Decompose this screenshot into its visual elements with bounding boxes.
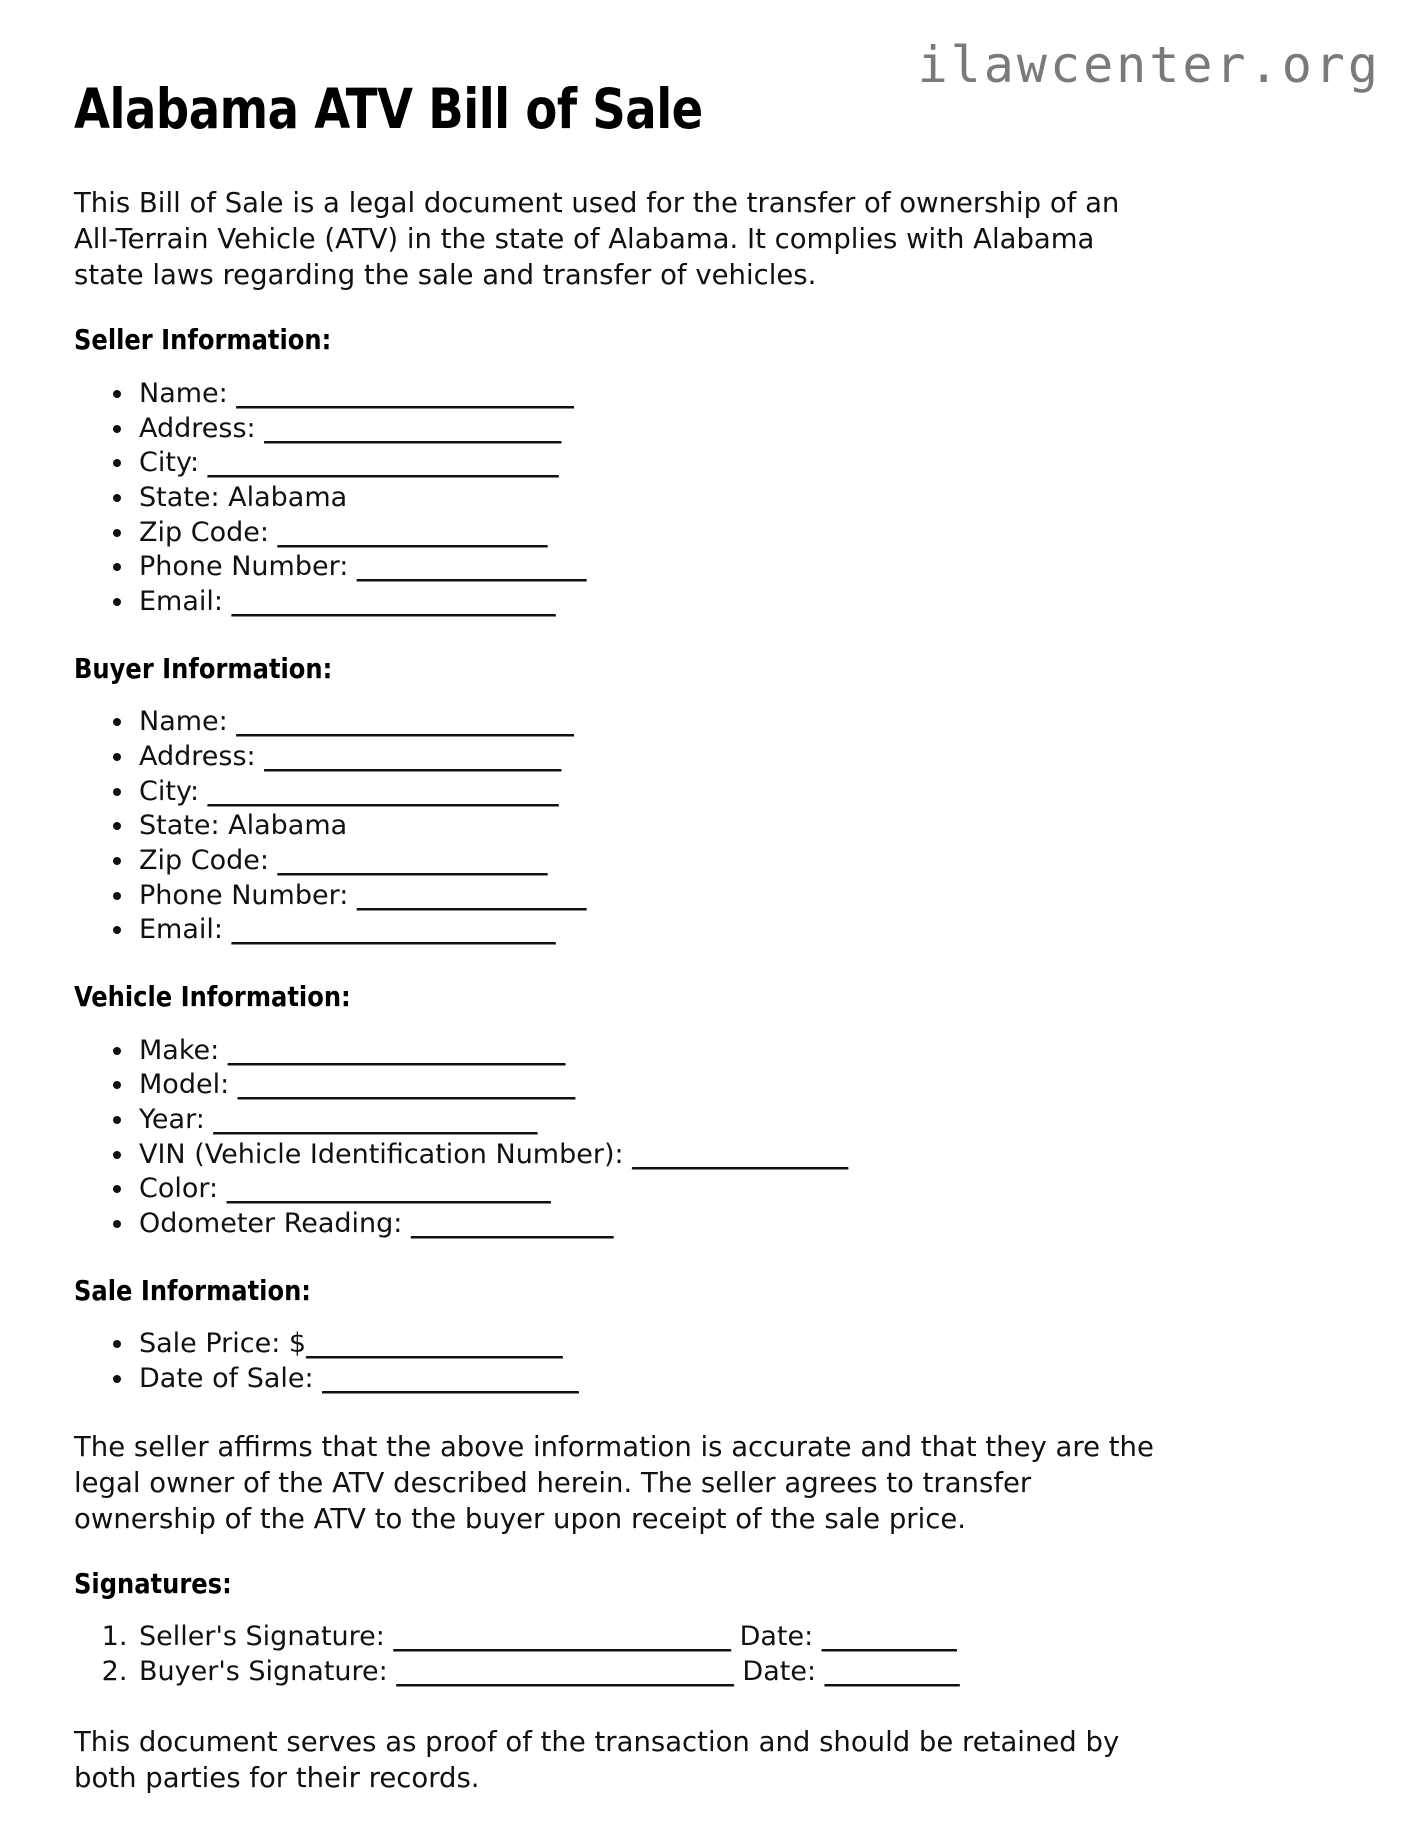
field-label: Sale Price: $ xyxy=(139,1328,307,1360)
list-item xyxy=(136,1138,1346,1173)
list-item xyxy=(136,1207,1346,1242)
field-label: Address: xyxy=(139,740,265,772)
field-blank[interactable]: ____________________ xyxy=(277,516,548,548)
field-label: Zip Code: xyxy=(139,516,278,548)
list-item xyxy=(136,879,1346,914)
list-item xyxy=(136,481,1346,516)
field-blank[interactable]: ________________________ xyxy=(231,914,556,946)
list-item xyxy=(136,1362,1346,1397)
field-label: Date of Sale: xyxy=(139,1363,323,1395)
sale-field-list xyxy=(74,1327,1346,1396)
field-label: Phone Number: xyxy=(139,551,357,583)
field-blank[interactable]: __________________________ xyxy=(207,775,559,807)
seller-information-heading: Seller Information: xyxy=(74,323,332,357)
field-blank[interactable]: _________________________ xyxy=(236,377,574,409)
list-item xyxy=(136,1620,1346,1655)
field-label: Address: xyxy=(139,412,265,444)
field-blank[interactable]: __________________________ xyxy=(207,447,559,479)
list-item xyxy=(136,1103,1346,1138)
field-label: Email: xyxy=(139,914,232,946)
page-title: Alabama ATV Bill of Sale xyxy=(74,77,703,141)
field-label: Model: xyxy=(139,1069,238,1101)
field-label: Name: xyxy=(139,706,237,738)
field-blank[interactable]: ____________________ xyxy=(277,845,548,877)
date-blank[interactable]: __________ xyxy=(824,1656,960,1688)
date-blank[interactable]: __________ xyxy=(821,1621,957,1653)
field-blank[interactable]: _________________ xyxy=(356,879,587,911)
field-label: Make: xyxy=(139,1034,228,1066)
list-item xyxy=(136,1034,1346,1069)
affirmation-paragraph: The seller affirms that the above information is accurate and that they are the legal owner of the ATV described herein. The seller agrees to transfer ownership of the ATV to the buyer upon receipt of the sale price. xyxy=(74,1430,1154,1535)
date-label: Date: xyxy=(733,1656,825,1688)
field-label: State: Alabama xyxy=(139,810,348,842)
buyer-information-section xyxy=(74,652,1346,948)
field-label: State: Alabama xyxy=(139,481,348,513)
signature-blank[interactable]: _________________________ xyxy=(396,1656,734,1688)
intro-paragraph: This Bill of Sale is a legal document used for the transfer of ownership of an All-Terrain Vehicle (ATV) in the state of Alabama. It complies with Alabama state laws regarding the sale and transfer of vehicles. xyxy=(74,187,1120,292)
field-label: Email: xyxy=(139,586,232,618)
field-label: Year: xyxy=(139,1104,214,1136)
field-blank[interactable]: ________________________ xyxy=(213,1104,538,1136)
list-item xyxy=(136,585,1346,620)
buyer-information-heading: Buyer Information: xyxy=(74,651,333,685)
field-blank[interactable]: ___________________ xyxy=(306,1328,563,1360)
list-item xyxy=(136,446,1346,481)
field-blank[interactable]: ________________ xyxy=(632,1138,849,1170)
field-blank[interactable]: ________________________ xyxy=(231,586,556,618)
signatures-heading: Signatures: xyxy=(74,1566,232,1600)
field-label: City: xyxy=(139,775,208,807)
vehicle-field-list xyxy=(74,1034,1346,1242)
field-blank[interactable]: _________________________ xyxy=(237,1069,576,1101)
field-blank[interactable]: _______________ xyxy=(410,1208,614,1240)
signature-label: Buyer's Signature: xyxy=(139,1656,397,1688)
seller-field-list xyxy=(74,377,1346,620)
signature-blank[interactable]: _________________________ xyxy=(393,1621,731,1653)
field-blank[interactable]: ______________________ xyxy=(264,740,562,772)
field-label: Odometer Reading: xyxy=(139,1208,411,1240)
field-label: Color: xyxy=(139,1173,227,1205)
sale-information-section xyxy=(74,1274,1346,1397)
list-item xyxy=(136,775,1346,810)
field-blank[interactable]: ________________________ xyxy=(226,1173,551,1205)
vehicle-information-heading: Vehicle Information: xyxy=(74,980,351,1014)
list-item xyxy=(136,377,1346,412)
list-item xyxy=(136,1655,1346,1690)
field-blank[interactable]: ______________________ xyxy=(264,412,562,444)
field-label: City: xyxy=(139,447,208,479)
list-item xyxy=(136,550,1346,585)
field-blank[interactable]: ___________________ xyxy=(322,1363,579,1395)
list-item xyxy=(136,705,1346,740)
signatures-section xyxy=(74,1567,1346,1690)
list-item xyxy=(136,516,1346,551)
list-item xyxy=(136,809,1346,844)
document-content xyxy=(74,78,1346,1826)
closing-paragraph: This document serves as proof of the transaction and should be retained by both parties for their records. xyxy=(74,1725,1120,1794)
field-label: VIN (Vehicle Identification Number): xyxy=(139,1138,633,1170)
list-item xyxy=(136,913,1346,948)
list-item xyxy=(136,1068,1346,1103)
list-item xyxy=(136,844,1346,879)
seller-information-section xyxy=(74,323,1346,619)
list-item xyxy=(136,740,1346,775)
field-blank[interactable]: _________________ xyxy=(356,551,587,583)
field-blank[interactable]: _________________________ xyxy=(236,706,574,738)
signature-label: Seller's Signature: xyxy=(139,1621,394,1653)
list-item xyxy=(136,1327,1346,1362)
list-item xyxy=(136,412,1346,447)
sale-information-heading: Sale Information: xyxy=(74,1273,311,1307)
buyer-field-list xyxy=(74,705,1346,948)
field-label: Phone Number: xyxy=(139,879,357,911)
date-label: Date: xyxy=(730,1621,822,1653)
signature-list xyxy=(74,1620,1346,1689)
list-item xyxy=(136,1172,1346,1207)
vehicle-information-section xyxy=(74,980,1346,1242)
site-watermark: ilawcenter.org xyxy=(917,36,1381,94)
field-label: Name: xyxy=(139,377,237,409)
field-blank[interactable]: _________________________ xyxy=(227,1034,566,1066)
field-label: Zip Code: xyxy=(139,845,278,877)
